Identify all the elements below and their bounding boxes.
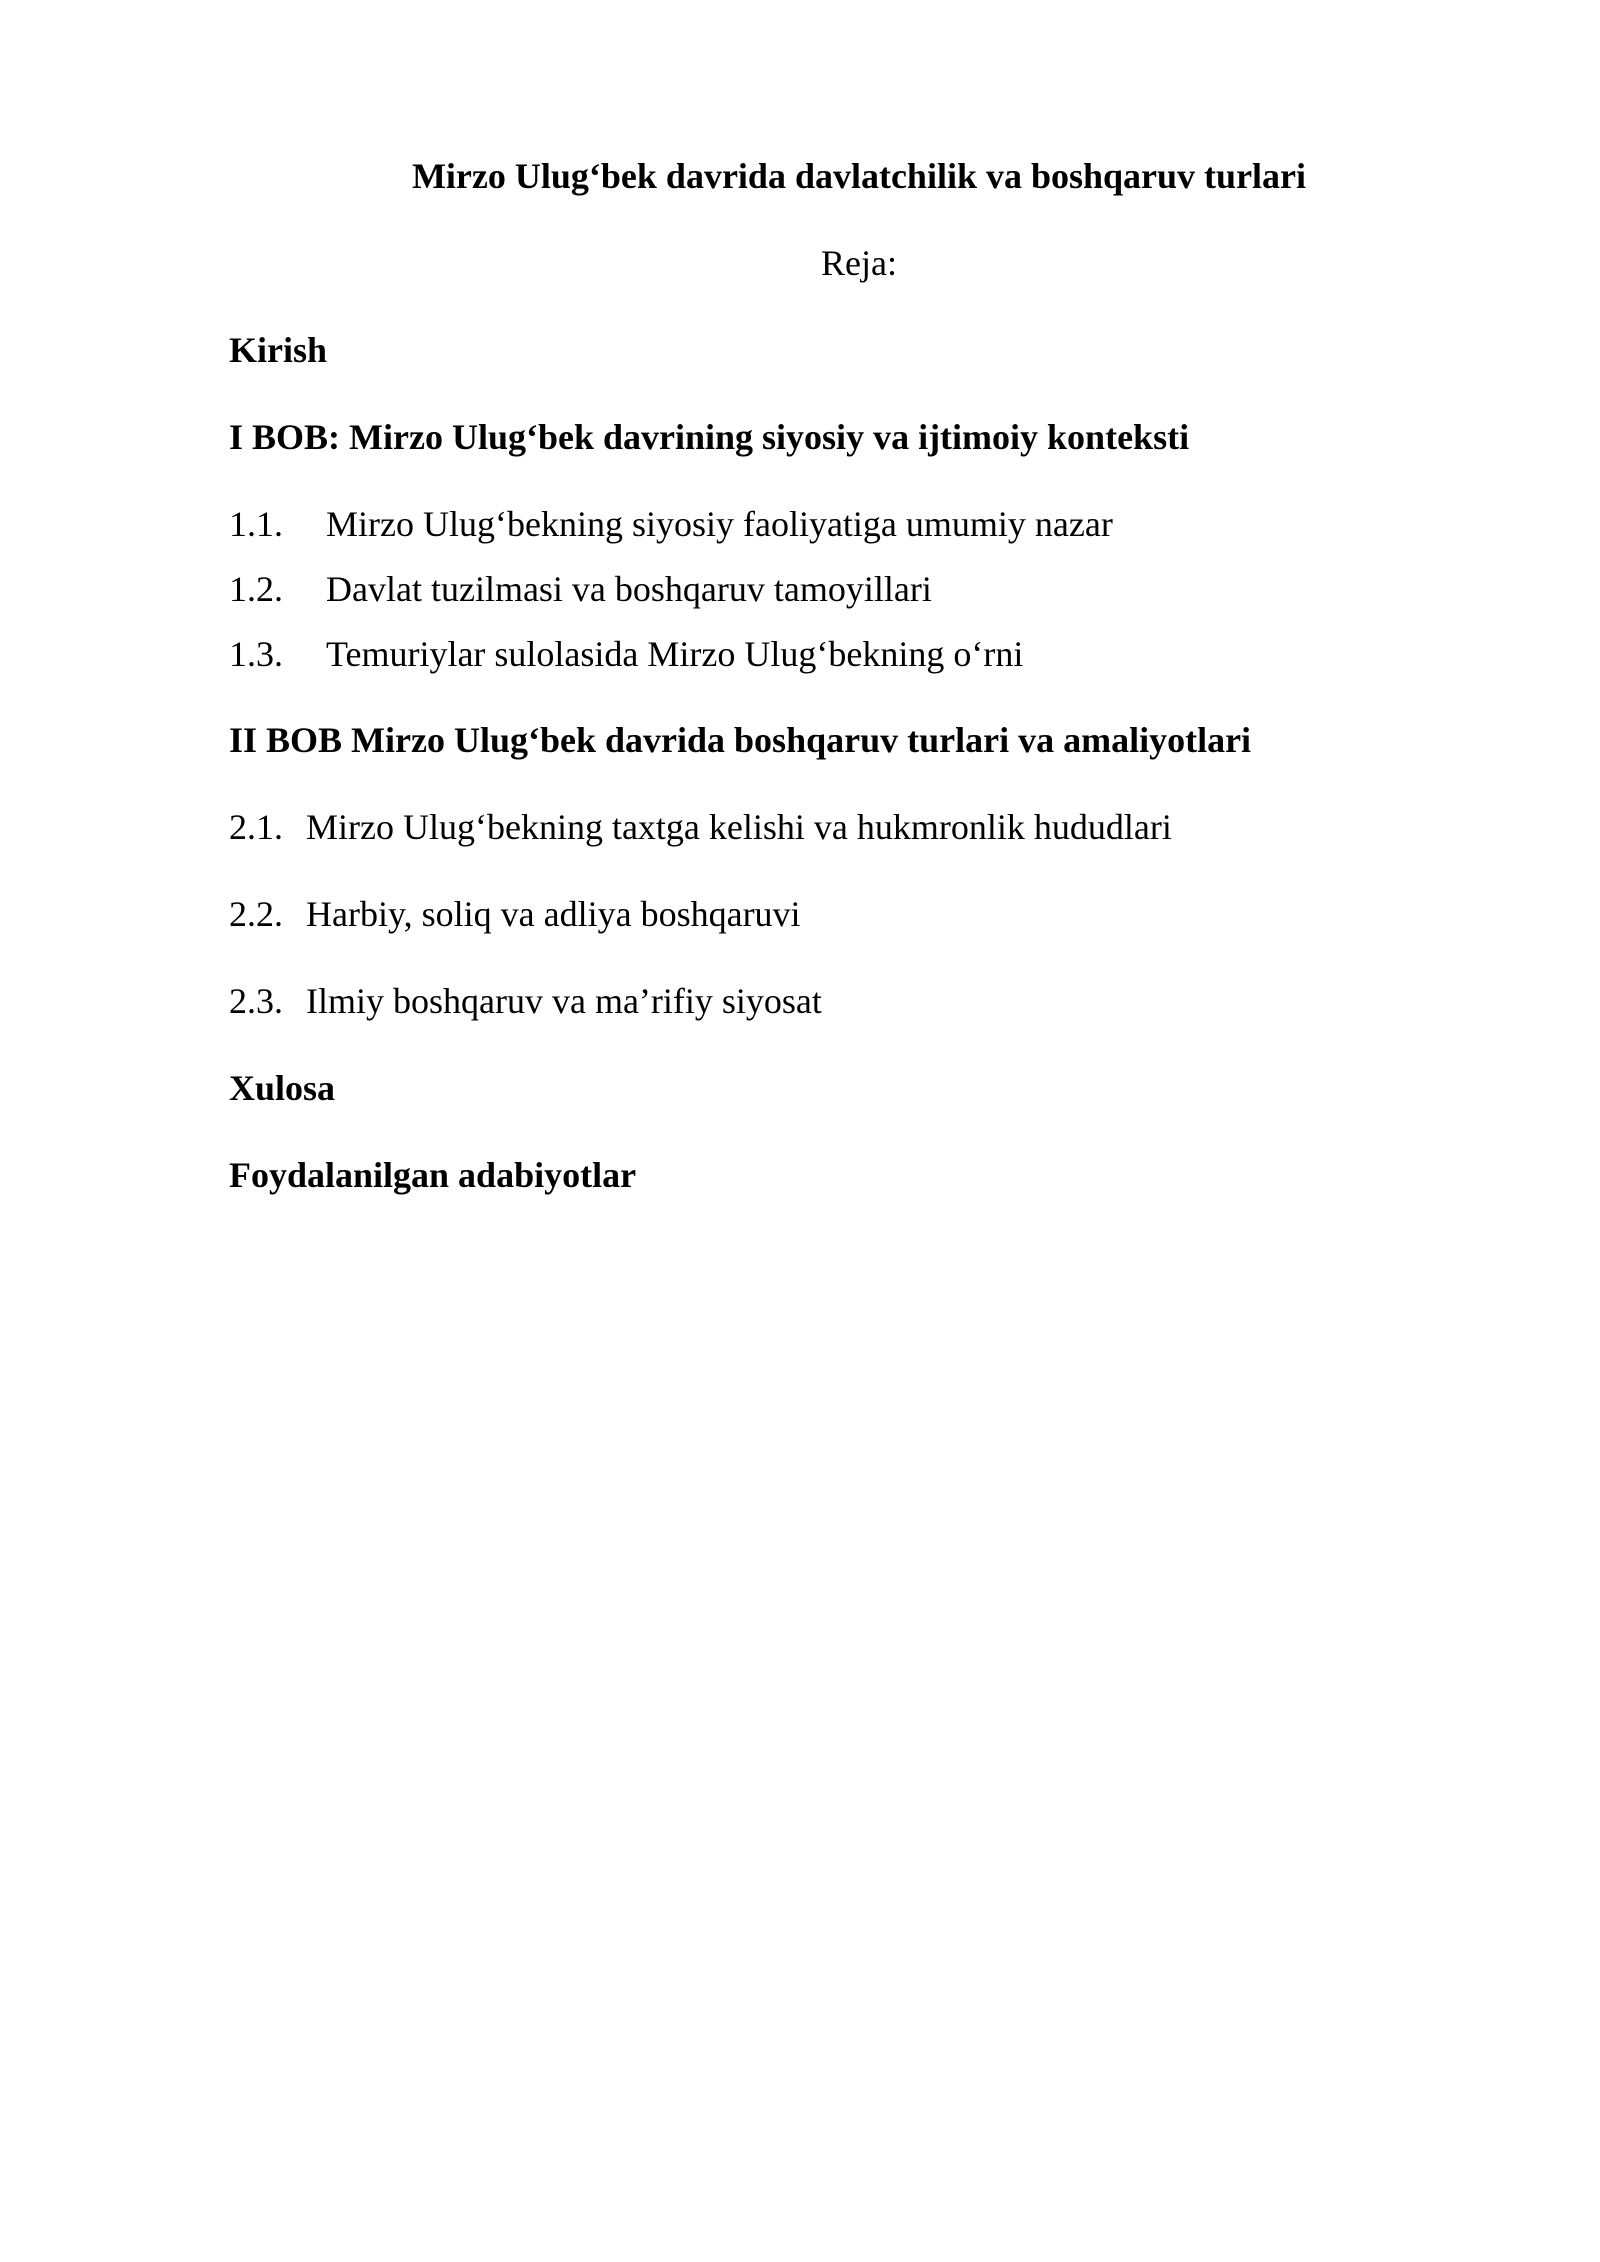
toc-item-text: Harbiy, soliq va adliya boshqaruvi: [306, 894, 801, 934]
toc-item: [229, 632, 1023, 676]
toc-item: [229, 892, 801, 936]
section-intro: Kirish: [229, 330, 328, 370]
toc-item-text: Davlat tuzilmasi va boshqaruv tamoyillari: [326, 569, 932, 609]
chapter-2-heading: II BOB Mirzo Ulug‘bek davrida boshqaruv turlari va amaliyotlari: [229, 720, 1252, 760]
toc-item-number: 2.2.: [229, 894, 283, 934]
toc-item-number: 2.1.: [229, 807, 283, 847]
toc-item: [229, 502, 1113, 546]
toc-item: [229, 979, 822, 1023]
section-conclusion: Xulosa: [229, 1068, 336, 1108]
toc-item-text: Mirzo Ulug‘bekning taxtga kelishi va hukmronlik hududlari: [306, 807, 1172, 847]
document-title: Mirzo Ulug‘bek davrida davlatchilik va boshqaruv turlari: [411, 156, 1307, 196]
toc-item-number: 2.3.: [229, 981, 283, 1021]
toc-item-number: 1.3.: [229, 634, 283, 674]
toc-item: [229, 805, 1172, 849]
toc-item-number: 1.1.: [229, 504, 283, 544]
toc-item-text: Mirzo Ulug‘bekning siyosiy faoliyatiga umumiy nazar: [326, 504, 1113, 544]
toc-item-text: Ilmiy boshqaruv va ma’rifiy siyosat: [306, 981, 822, 1021]
toc-item-text: Temuriylar sulolasida Mirzo Ulug‘bekning o‘rni: [326, 634, 1024, 674]
toc-item: [229, 567, 932, 611]
toc-item-number: 1.2.: [229, 569, 283, 609]
section-references: Foydalanilgan adabiyotlar: [229, 1155, 637, 1195]
plan-label: Reja:: [821, 243, 897, 283]
chapter-1-heading: I BOB: Mirzo Ulug‘bek davrining siyosiy va ijtimoiy konteksti: [229, 417, 1190, 457]
